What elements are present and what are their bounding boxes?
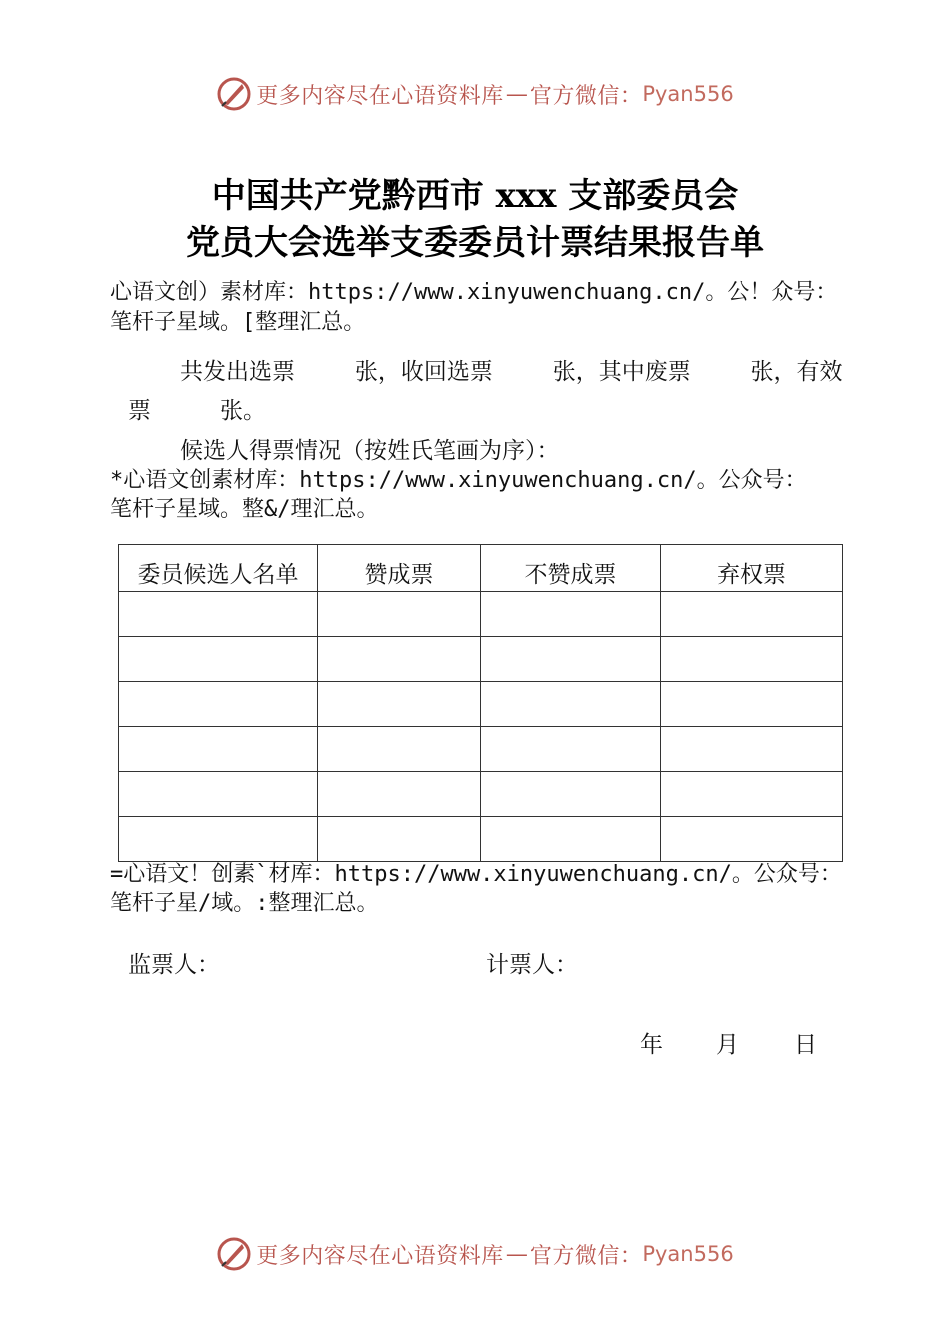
- header-banner: [0, 72, 950, 116]
- banner-wechat-label: 官方微信：: [529, 83, 643, 109]
- watermark-line: 笔杆子星/域。:整理汇总。: [110, 891, 379, 916]
- banner-text: 更多内容尽在心语资料库: [256, 83, 504, 109]
- table-row: [119, 727, 843, 772]
- table-cell[interactable]: [119, 727, 318, 772]
- watermark-line: 心语文创）素材库：https://www.xinyuwenchuang.cn/。公！众号：: [110, 280, 838, 305]
- banner-text: 更多内容尽在心语资料库: [256, 1243, 504, 1269]
- table-cell[interactable]: [661, 817, 843, 862]
- table-cell[interactable]: [318, 637, 481, 682]
- table-cell[interactable]: [318, 772, 481, 817]
- column-header-abstain: 弃权票: [661, 545, 843, 592]
- table-cell[interactable]: [661, 727, 843, 772]
- column-header-approve: 赞成票: [318, 545, 481, 592]
- table-cell[interactable]: [119, 682, 318, 727]
- quill-logo-icon: [216, 76, 252, 112]
- table-header-row: [119, 545, 843, 592]
- ballot-summary-line1: 共发出选票 张，收回选票 张，其中废票 张，有效: [180, 359, 843, 385]
- document-title-line1: 中国共产党黔西市 xxx 支部委员会: [211, 176, 739, 216]
- table-cell[interactable]: [661, 772, 843, 817]
- table-cell[interactable]: [119, 817, 318, 862]
- table-cell[interactable]: [481, 727, 661, 772]
- ballot-summary-line2: 票 张。: [128, 398, 266, 424]
- table-cell[interactable]: [661, 637, 843, 682]
- banner-wechat-id: Pyan556: [642, 1242, 734, 1266]
- table-cell[interactable]: [119, 637, 318, 682]
- table-cell[interactable]: [481, 682, 661, 727]
- table-cell[interactable]: [119, 772, 318, 817]
- date-month-label: 月: [716, 1032, 739, 1058]
- candidates-intro: 候选人得票情况（按姓氏笔画为序）：: [180, 438, 560, 464]
- banner-wechat-id: Pyan556: [642, 82, 734, 106]
- date-day-label: 日: [794, 1032, 817, 1058]
- table-row: [119, 637, 843, 682]
- column-header-candidate: 委员候选人名单: [119, 545, 318, 592]
- watermark-line: *心语文创素材库：https://www.xinyuwenchuang.cn/。公众号：: [110, 468, 807, 493]
- watermark-line: =心语文！创素`材库：https://www.xinyuwenchuang.cn/。公众号：: [110, 862, 842, 887]
- vote-count-table: [118, 544, 843, 862]
- table-cell[interactable]: [481, 637, 661, 682]
- quill-logo-icon: [216, 1236, 252, 1272]
- banner-separator: —: [505, 1241, 528, 1267]
- table-cell[interactable]: [318, 592, 481, 637]
- banner-separator: —: [505, 81, 528, 107]
- table-row: [119, 592, 843, 637]
- document-title-line2: 党员大会选举支委委员计票结果报告单: [186, 223, 764, 263]
- watermark-line: 笔杆子星域。[整理汇总。: [110, 310, 366, 335]
- table-row: [119, 772, 843, 817]
- table-cell[interactable]: [481, 592, 661, 637]
- table-cell[interactable]: [661, 682, 843, 727]
- table-cell[interactable]: [481, 772, 661, 817]
- table-row: [119, 682, 843, 727]
- table-cell[interactable]: [661, 592, 843, 637]
- monitor-signature-label: 监票人：: [128, 952, 220, 978]
- table-cell[interactable]: [318, 727, 481, 772]
- column-header-disapprove: 不赞成票: [481, 545, 661, 592]
- table-cell[interactable]: [318, 682, 481, 727]
- counter-signature-label: 计票人：: [486, 952, 578, 978]
- date-year-label: 年: [640, 1032, 663, 1058]
- table-cell[interactable]: [481, 817, 661, 862]
- table-cell[interactable]: [119, 592, 318, 637]
- table-cell[interactable]: [318, 817, 481, 862]
- table-row: [119, 817, 843, 862]
- footer-banner: [0, 1232, 950, 1276]
- watermark-line: 笔杆子星域。整&/理汇总。: [110, 497, 379, 522]
- banner-wechat-label: 官方微信：: [529, 1243, 643, 1269]
